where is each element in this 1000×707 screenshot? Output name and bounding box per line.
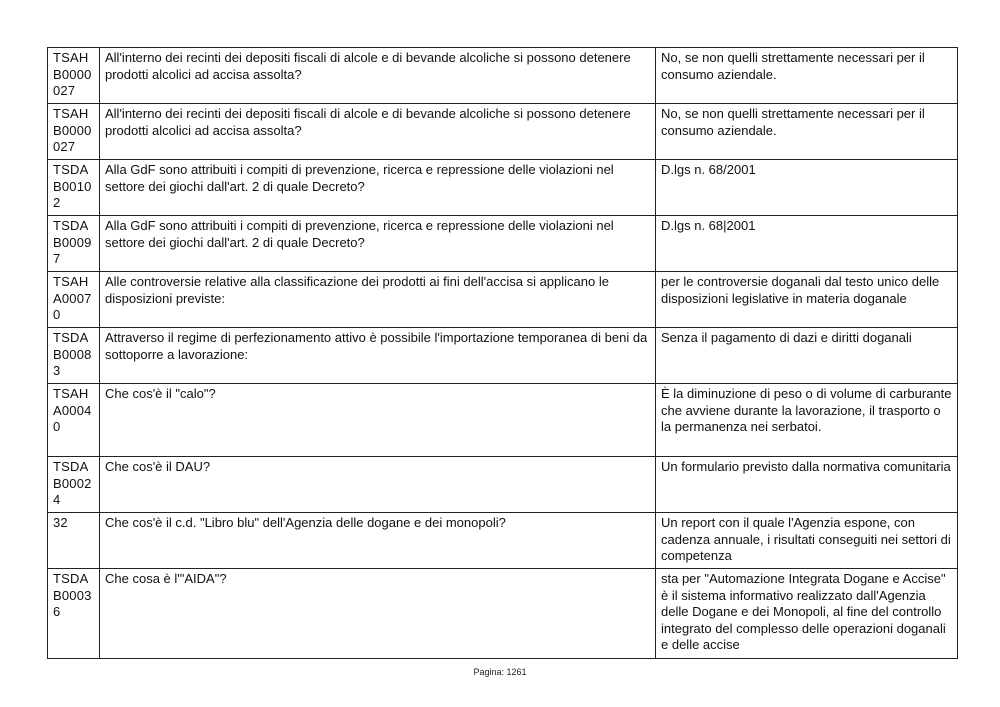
answer-text: per le controversie doganali dal testo unico delle disposizioni legislative in materia doganale xyxy=(656,272,958,328)
question-code: TSDA B0009 7 xyxy=(48,216,100,272)
question-text: All'interno dei recinti dei depositi fiscali di alcole e di bevande alcoliche si possono detenere prodotti alcolici ad accisa assolta? xyxy=(100,104,656,160)
answer-text: D.lgs n. 68/2001 xyxy=(656,160,958,216)
table-row xyxy=(48,328,958,384)
question-text: Che cosa è l'"AIDA"? xyxy=(100,569,656,659)
answer-text: Un report con il quale l'Agenzia espone, con cadenza annuale, i risultati conseguiti nei settori di competenza xyxy=(656,513,958,569)
table-row xyxy=(48,457,958,513)
answer-text: No, se non quelli strettamente necessari per il consumo aziendale. xyxy=(656,48,958,104)
table-row xyxy=(48,104,958,160)
answer-text: Un formulario previsto dalla normativa comunitaria xyxy=(656,457,958,513)
answer-text: No, se non quelli strettamente necessari per il consumo aziendale. xyxy=(656,104,958,160)
question-text: Che cos'è il c.d. "Libro blu" dell'Agenzia delle dogane e dei monopoli? xyxy=(100,513,656,569)
question-code: TSAH A0007 0 xyxy=(48,272,100,328)
table-row xyxy=(48,569,958,659)
question-text: Attraverso il regime di perfezionamento attivo è possibile l'importazione temporanea di beni da sottoporre a lavorazione: xyxy=(100,328,656,384)
qa-table-body xyxy=(48,48,958,659)
question-code: TSDA B0008 3 xyxy=(48,328,100,384)
answer-text: È la diminuzione di peso o di volume di carburante che avviene durante la lavorazione, il trasporto o la permanenza nei serbatoi. xyxy=(656,384,958,457)
question-text: Alla GdF sono attribuiti i compiti di prevenzione, ricerca e repressione delle violazioni nel settore dei giochi dall'art. 2 di quale Decreto? xyxy=(100,216,656,272)
answer-text: sta per "Automazione Integrata Dogane e Accise" è il sistema informativo realizzato dall'Agenzia delle Dogane e dei Monopoli, al fine del controllo integrato del complesso delle operazioni doganali e delle accise xyxy=(656,569,958,659)
question-code: TSAH B0000 027 xyxy=(48,104,100,160)
question-text: Alla GdF sono attribuiti i compiti di prevenzione, ricerca e repressione delle violazioni nel settore dei giochi dall'art. 2 di quale Decreto? xyxy=(100,160,656,216)
page-number: Pagina: 1261 xyxy=(473,667,527,677)
question-code: 32 xyxy=(48,513,100,569)
table-row xyxy=(48,272,958,328)
table-row xyxy=(48,513,958,569)
question-code: TSAH B0000 027 xyxy=(48,48,100,104)
answer-text: D.lgs n. 68|2001 xyxy=(656,216,958,272)
question-text: Alle controversie relative alla classificazione dei prodotti ai fini dell'accisa si applicano le disposizioni previste: xyxy=(100,272,656,328)
table-row xyxy=(48,216,958,272)
answer-text: Senza il pagamento di dazi e diritti doganali xyxy=(656,328,958,384)
table-row xyxy=(48,384,958,457)
qa-table xyxy=(47,47,958,659)
table-row xyxy=(48,160,958,216)
question-text: Che cos'è il "calo"? xyxy=(100,384,656,457)
question-code: TSAH A0004 0 xyxy=(48,384,100,457)
question-text: All'interno dei recinti dei depositi fiscali di alcole e di bevande alcoliche si possono detenere prodotti alcolici ad accisa assolta? xyxy=(100,48,656,104)
question-code: TSDA B0003 6 xyxy=(48,569,100,659)
question-text: Che cos'è il DAU? xyxy=(100,457,656,513)
table-row xyxy=(48,48,958,104)
question-code: TSDA B0010 2 xyxy=(48,160,100,216)
question-code: TSDA B0002 4 xyxy=(48,457,100,513)
